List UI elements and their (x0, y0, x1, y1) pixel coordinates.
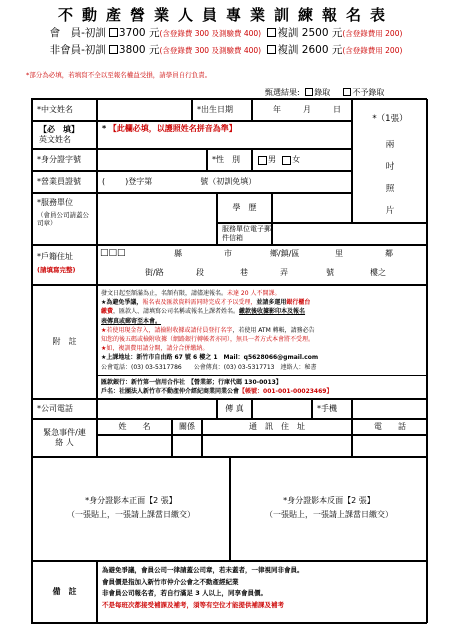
fax-input[interactable] (252, 399, 312, 419)
photo-char: 片 (385, 206, 395, 216)
note-member-stamp: 為避免爭議，會員公司一律請蓋公司章，若未蓋者，一律視同非會員。 (102, 566, 304, 574)
nonmember-init-note: (含登錄費 300 及測驗費 400) (159, 46, 262, 55)
em-address-label: 通 訊 住 址 (202, 419, 352, 435)
member-refresh-checkbox[interactable] (267, 28, 276, 37)
remark-bank-counter: 銀行櫃台 (286, 299, 311, 307)
photo-area[interactable] (352, 99, 428, 223)
section: 段 (196, 268, 204, 277)
address-label (32, 245, 97, 285)
remarks-label: 附 註 (32, 285, 97, 399)
number: 號 (326, 268, 334, 277)
alley: 弄 (280, 268, 288, 277)
mobile-label: *手機 (312, 399, 352, 419)
name-en-text: 英文姓名 (39, 135, 71, 144)
birth-day: 日 (333, 105, 341, 114)
member-refresh-note: (含登錄費用 200) (342, 29, 403, 38)
name-en-required: 【必 填】 (39, 125, 79, 134)
required-note: *部分為必填，若填寫不全以至報名權益受損，請學員自行負責。 (26, 71, 212, 79)
reg-tail: 號（初訓免填） (200, 177, 257, 186)
company-hint: （會員公司請蓋公司章） (37, 211, 89, 228)
remark-account-no: 【帳號：001-001-00023469】 (239, 388, 333, 396)
lane: 巷 (240, 268, 248, 277)
remark-address: ★上課地址：新竹市自由路 67 號 6 樓之 1 Mail：q5628066@gmail.com (101, 354, 319, 362)
id-label: *身分證字號 (32, 149, 97, 171)
id-front-label: *身分證影本正面【2 張】 (85, 496, 177, 505)
notes-label: 備 註 (32, 561, 97, 623)
member-fee-line (0, 25, 452, 40)
registration-form (31, 98, 427, 624)
nonmember-fee-line (0, 42, 452, 57)
note-group-price: 非會員公司報名者，若自行滿足 3 人以上，同享會員價。 (102, 589, 268, 597)
zip-boxes: □□□ (100, 248, 126, 258)
phone-input[interactable] (97, 399, 217, 419)
floor: 樓之 (370, 268, 386, 277)
rejected-label: 不予錄取 (352, 88, 385, 97)
birth-month: 月 (303, 105, 311, 114)
remark-text: ★為避免爭議， (101, 299, 143, 307)
remark-refresh-fee: ★如，複訓費用請分開，請分合併繳納。 (101, 345, 209, 353)
remark-receipt: 繳款後收據影印本及報名 (239, 308, 306, 316)
remarks-content (97, 285, 428, 399)
em-name-label: 姓 名 (97, 419, 172, 435)
birth-label: *出生日期 (192, 99, 252, 121)
id-input[interactable] (97, 149, 207, 171)
male-label: 男 (268, 155, 276, 164)
neighborhood: 鄰 (385, 249, 393, 258)
nonmember-init-checkbox[interactable] (109, 45, 118, 54)
nonmember-init-fee: 3800 元 (118, 44, 160, 56)
village: 里 (335, 249, 343, 258)
nonmember-refresh-fee: 複訓 2600 元 (277, 44, 343, 56)
remark-text: 並請多運用 (256, 299, 287, 307)
address-input[interactable] (97, 245, 428, 285)
accepted-checkbox[interactable] (305, 88, 313, 96)
note-makeup: 不是每班次都接受補課及補考，須等有空位才能提供補課及補考 (102, 600, 284, 609)
photo-char: 吋 (385, 162, 395, 172)
remark-cash: ★若使用現金存入，請撿附收據或請付員登打名字 (101, 326, 233, 334)
emergency-label: 緊急事件/連 絡 人 (32, 419, 97, 457)
id-front-hint: （一張貼上，一張請上課當日繳交） (67, 510, 195, 519)
name-cn-label: *中文姓名 (32, 99, 97, 121)
remark-text: ，匯款人、請填寫公司名稱或報名上課者姓名。 (113, 308, 240, 316)
reg-no-input[interactable] (97, 171, 352, 193)
photo-char: 兩 (385, 140, 395, 150)
company-email-label: 服務單位電子郵件信箱 (217, 223, 272, 245)
company-input[interactable] (97, 193, 217, 245)
reg-close: )登字第 (125, 177, 153, 186)
male-checkbox[interactable] (258, 156, 267, 165)
remark-atm-detail: 知您的後五碼或檢附收據（網路銀行轉帳者亦同），無具一者方式本會將不受理。 (101, 336, 315, 344)
female-checkbox[interactable] (282, 156, 291, 165)
remark-fax: 表傳真或郵寄至本會。 (101, 317, 162, 325)
name-cn-input[interactable] (97, 99, 192, 121)
member-refresh-fee: 複訓 2500 元 (277, 27, 343, 39)
gender-label: *性 別 (207, 149, 252, 171)
member-init-fee: 3700 元 (118, 27, 160, 39)
birth-year: 年 (273, 105, 281, 114)
reg-no-label: *營業員證號 (32, 171, 97, 193)
em-relation-input[interactable] (172, 435, 202, 457)
name-en-label (32, 121, 97, 149)
education-input[interactable] (272, 193, 352, 223)
phone-label: *公司電話 (32, 399, 97, 419)
form-title: 不動產營業人員專業訓練報名表 (57, 6, 394, 24)
nonmember-label: 非會員-初訓 (49, 44, 106, 56)
street: 街/路 (145, 268, 164, 277)
member-init-checkbox[interactable] (109, 28, 118, 37)
em-name-input[interactable] (97, 435, 172, 457)
id-front-area[interactable] (32, 457, 230, 561)
name-en-hint: 【此欄必填，以護照姓名拼音為準】 (108, 124, 237, 133)
company-label (32, 193, 97, 245)
nonmember-refresh-note: (含登錄費用 200) (342, 46, 403, 55)
gender-options (252, 149, 352, 171)
id-back-label: *身分證影本反面【2 張】 (283, 496, 375, 505)
member-label: 會 員-初訓 (49, 27, 106, 39)
rejected-checkbox[interactable] (343, 88, 351, 96)
fax-label: 傳 真 (217, 399, 252, 419)
address-text: *戶籍住址 (37, 252, 73, 261)
photo-count: *（1張） (372, 114, 408, 124)
remark-min-class: 未達 20 人不開課。 (227, 290, 281, 297)
id-back-hint: （一張貼上，一張請上課當日繳交） (265, 510, 393, 519)
remark-bank: 匯款銀行：新竹第一信用合作社 【營業部；行庫代碼 130-0013】 (101, 378, 282, 386)
company-text: *服務單位 (37, 198, 73, 207)
notes-content (97, 561, 428, 623)
photo-char: 照 (385, 184, 395, 194)
em-address-input[interactable] (202, 435, 352, 457)
nonmember-refresh-checkbox[interactable] (267, 45, 276, 54)
remark-atm: ，若使用 ATM 轉帳，請務必告 (232, 326, 315, 334)
education-label: 學 歷 (217, 193, 272, 223)
company-email-input[interactable] (272, 223, 428, 245)
female-label: 女 (292, 155, 301, 164)
photo-chars (353, 134, 427, 222)
remark-text: 發文日起至額滿為止，名額有限，請儘速報名。 (101, 290, 228, 297)
mobile-input[interactable] (352, 399, 428, 419)
remark-account-name: 戶名：社團法人新竹市不動產仲介經紀商業同業公會 (101, 388, 240, 396)
em-relation-label: 關係 (172, 419, 202, 435)
remark-phone: 公會電話：(03) 03-5317786 公會傳真：(03) 03-5317713 連絡人：秘書 (101, 363, 317, 371)
birth-input[interactable] (252, 99, 352, 121)
remark-red-text: 報名表及匯款資料需同時完成才予以受理， (142, 299, 257, 307)
address-hint: (請填寫完整) (37, 266, 76, 274)
em-phone-label: 電 話 (352, 419, 428, 435)
id-back-area[interactable] (230, 457, 428, 561)
reg-open: ( (102, 177, 106, 186)
city: 市 (224, 249, 232, 258)
note-member-price: 會員價是指加入新竹市仲介公會之不動產經紀業 (102, 577, 239, 586)
accepted-label: 錄取 (314, 88, 331, 97)
name-en-input[interactable] (97, 121, 352, 149)
town: 鄉/鎮/區 (270, 249, 300, 258)
name-en-star: * (102, 124, 107, 133)
em-phone-input[interactable] (352, 435, 428, 457)
remark-pay: 繳費 (101, 308, 114, 316)
review-result (265, 87, 384, 98)
county: 縣 (174, 249, 182, 258)
review-label: 甄選結果: (265, 88, 300, 97)
member-init-note: (含登錄費 300 及測驗費 400) (159, 29, 262, 38)
